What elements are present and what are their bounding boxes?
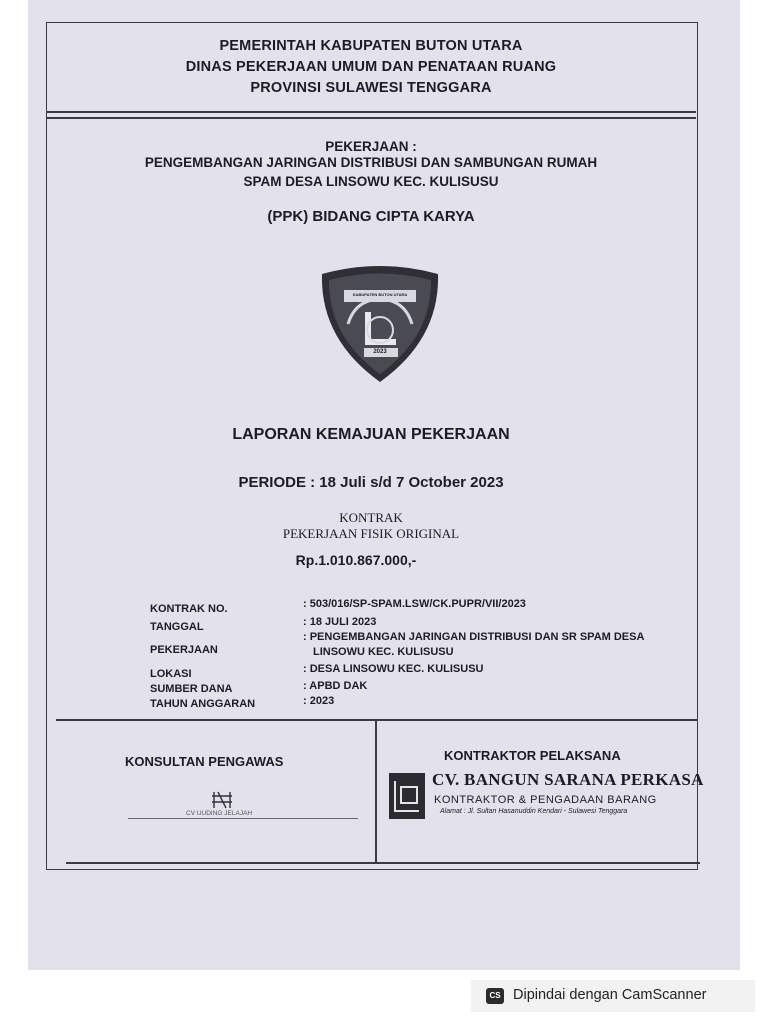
gov-line-2: DINAS PEKERJAAN UMUM DAN PENATAAN RUANG	[185, 59, 557, 75]
info-value-contract-no: : 503/016/SP-SPAM.LSW/CK.PUPR/VII/2023	[303, 598, 526, 610]
info-value-funding: : APBD DAK	[303, 680, 368, 692]
logo-year: 2023	[373, 349, 387, 355]
job-label: PEKERJAAN :	[325, 139, 417, 154]
signature-divider	[375, 720, 377, 862]
info-label-date: TANGGAL	[150, 621, 204, 633]
contract-label: KONTRAK	[339, 510, 403, 525]
ppk-line: (PPK) BIDANG CIPTA KARYA	[267, 208, 475, 225]
contractor-title: KONTRAKTOR PELAKSANA	[444, 748, 621, 763]
consultant-name: CV UUDING JELAJAH	[186, 810, 253, 817]
info-label-funding: SUMBER DANA	[150, 683, 233, 695]
bottom-rule	[66, 862, 700, 864]
header-rule	[46, 111, 696, 113]
report-title: LAPORAN KEMAJUAN PEKERJAAN	[232, 426, 510, 443]
info-value-date: : 18 JULI 2023	[303, 616, 377, 628]
contract-value: Rp.1.010.867.000,-	[295, 552, 417, 568]
report-period: PERIODE : 18 Juli s/d 7 October 2023	[238, 474, 504, 491]
info-label-location: LOKASI	[150, 668, 192, 680]
consultant-logo-icon	[210, 790, 234, 810]
header-rule-double	[46, 117, 696, 119]
contractor-logo-icon	[389, 773, 425, 819]
info-value-work-cont: LINSOWU KEC. KULISUSU	[313, 646, 454, 658]
info-label-fiscal-year: TAHUN ANGGARAN	[150, 698, 256, 710]
contractor-name: CV. BANGUN SARANA PERKASA	[432, 770, 704, 789]
camscanner-label: Dipindai dengan CamScanner	[513, 987, 707, 1003]
contractor-address: Alamat : Jl. Sultan Hasanuddin Kendari - Sulawesi Tenggara	[440, 808, 628, 815]
camscanner-badge	[471, 980, 755, 1012]
gov-line-3: PROVINSI SULAWESI TENGGARA	[250, 80, 492, 96]
job-line-1: PENGEMBANGAN JARINGAN DISTRIBUSI DAN SAMBUNGAN RUMAH	[144, 155, 598, 170]
camscanner-icon: CS	[486, 988, 504, 1004]
info-value-work: : PENGEMBANGAN JARINGAN DISTRIBUSI DAN SR SPAM DESA	[303, 631, 645, 643]
signature-rule	[56, 719, 698, 721]
info-label-contract-no: KONTRAK NO.	[150, 603, 228, 615]
info-value-fiscal-year: : 2023	[303, 695, 335, 707]
consultant-underline	[128, 818, 358, 819]
consultant-title: KONSULTAN PENGAWAS	[125, 754, 284, 769]
contract-sub: PEKERJAAN FISIK ORIGINAL	[282, 526, 460, 541]
job-line-2: SPAM DESA LINSOWU KEC. KULISUSU	[243, 174, 499, 189]
contractor-sub: KONTRAKTOR & PENGADAAN BARANG	[434, 794, 657, 806]
info-value-location: : DESA LINSOWU KEC. KULISUSU	[303, 663, 484, 675]
gov-line-1: PEMERINTAH KABUPATEN BUTON UTARA	[219, 38, 523, 54]
info-label-work: PEKERJAAN	[150, 644, 218, 656]
logo-banner-text: KABUPATEN BUTON UTARA	[352, 292, 408, 297]
regency-coat-of-arms-icon	[318, 264, 442, 384]
